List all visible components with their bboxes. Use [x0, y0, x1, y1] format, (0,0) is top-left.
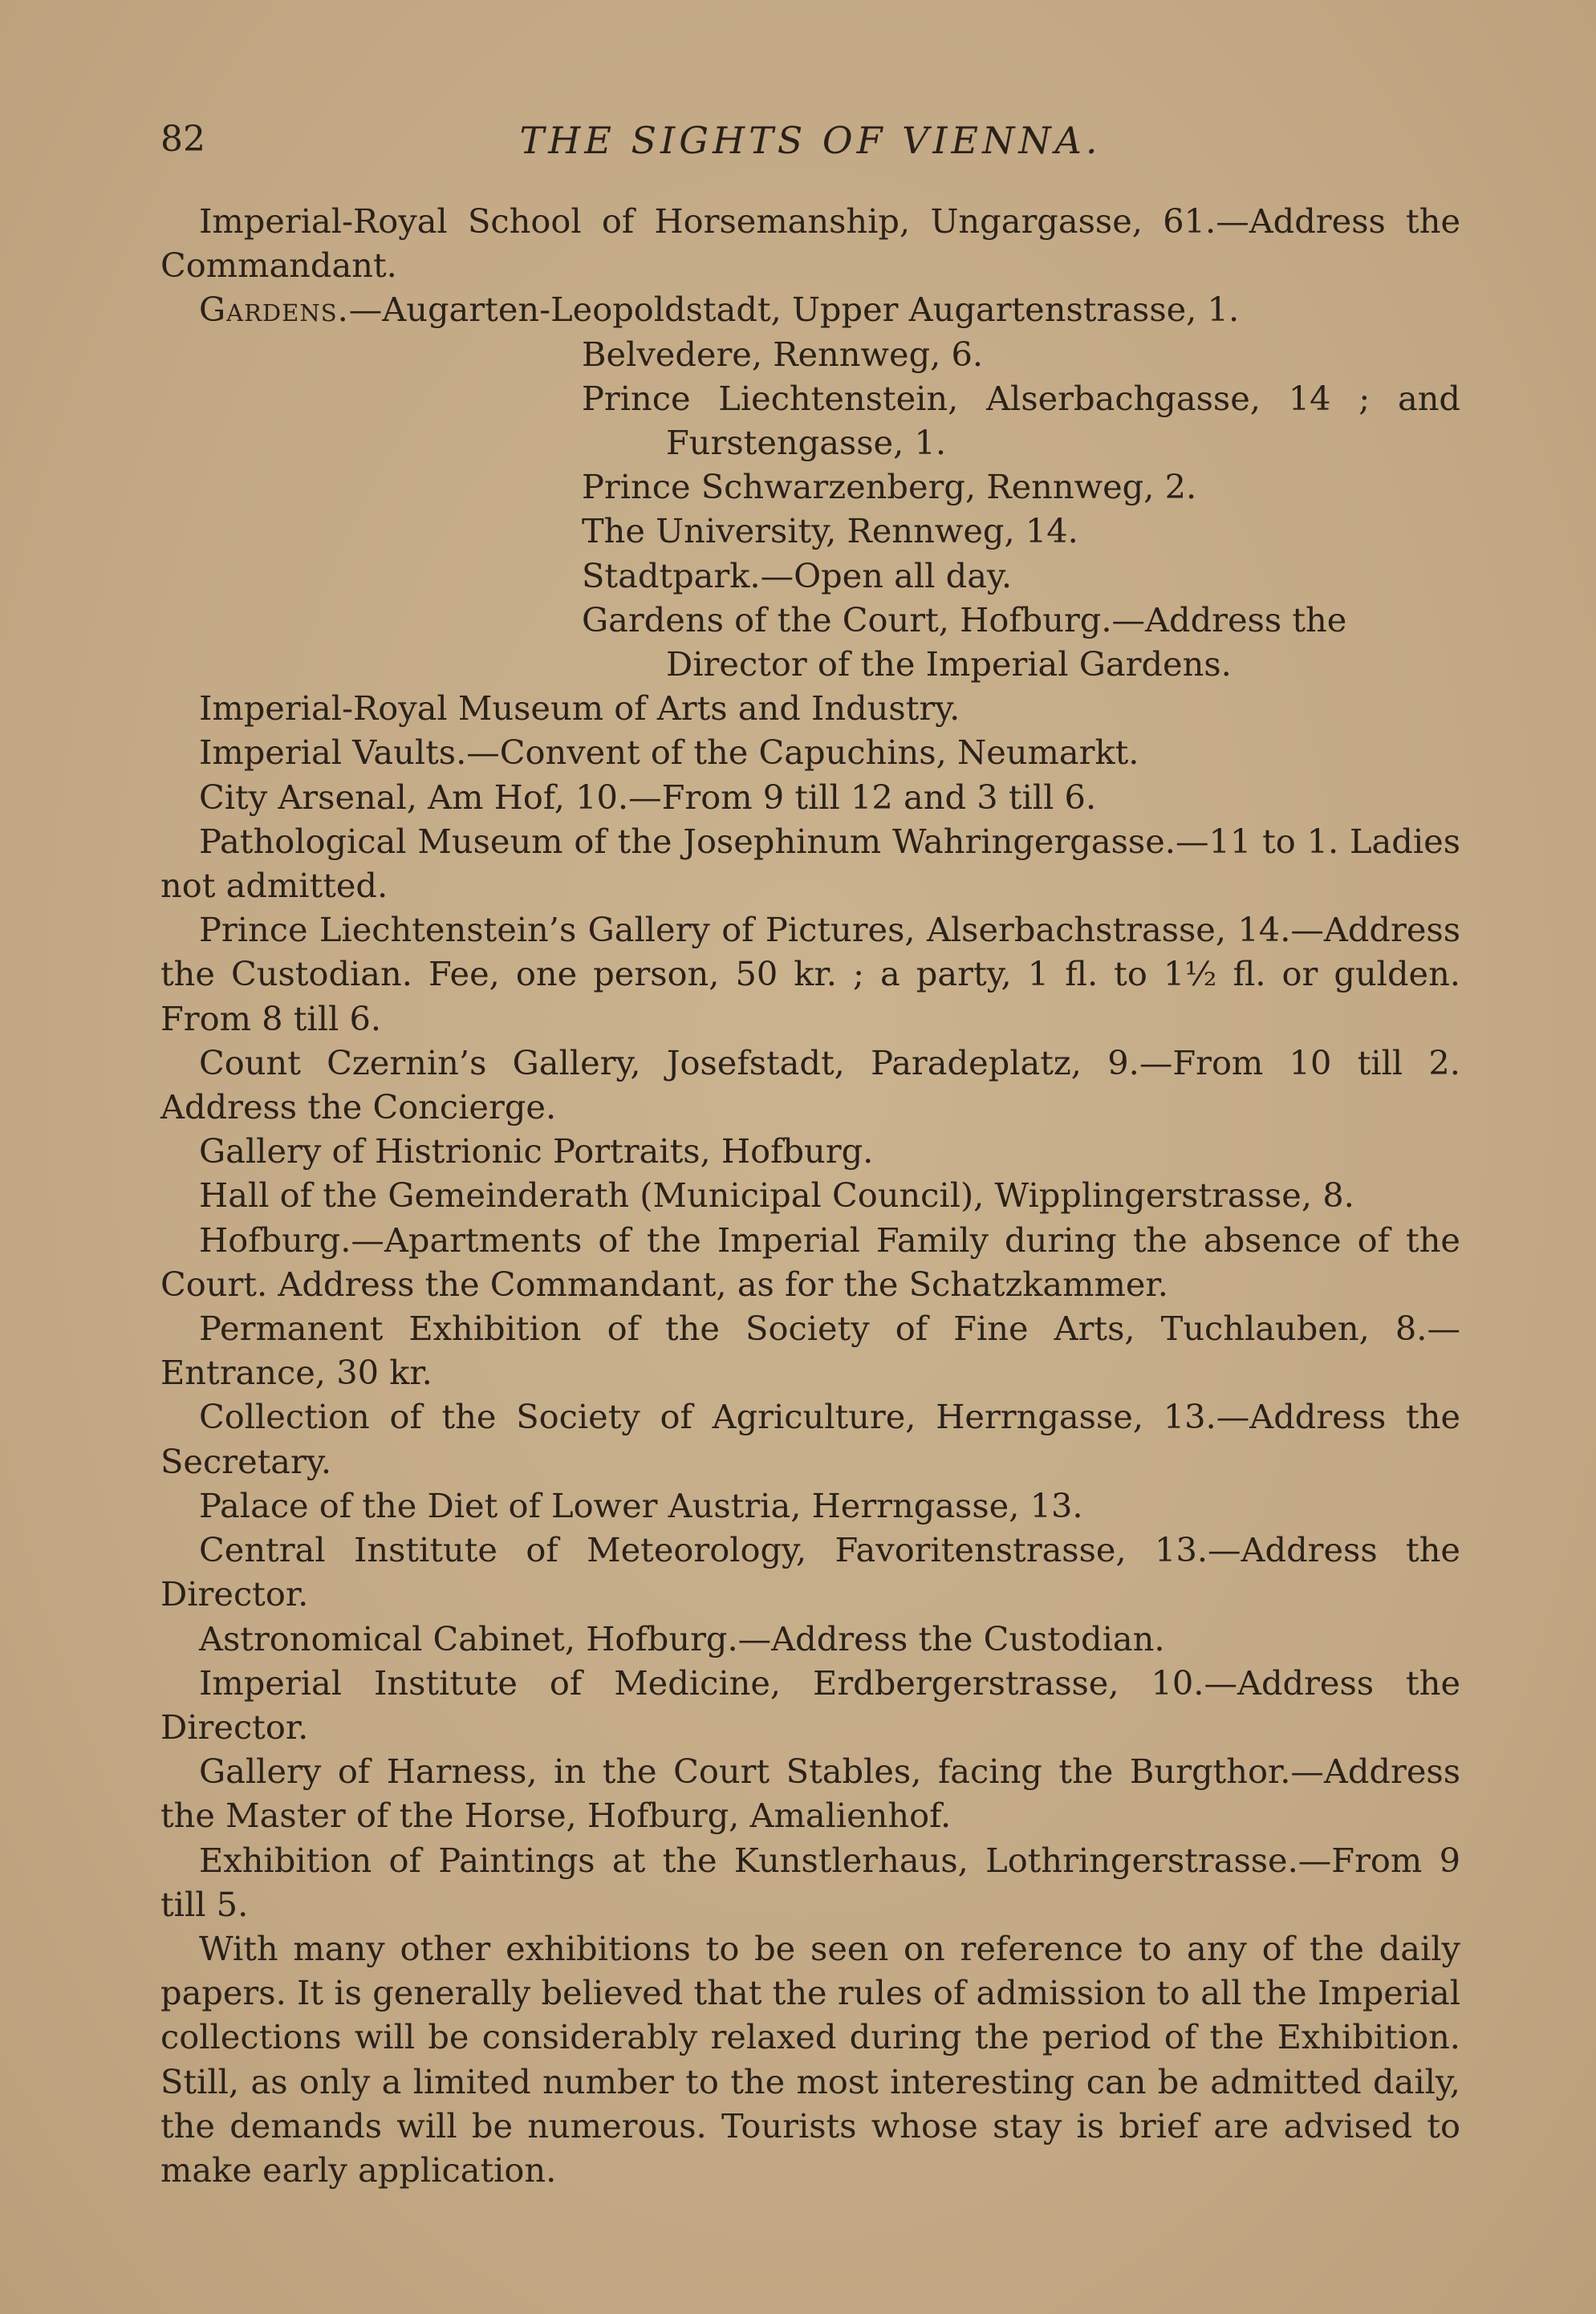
- paragraph: Imperial Vaults.—Convent of the Capuchins, Neumarkt.: [199, 733, 1139, 773]
- garden-entry: The University, Rennweg, 14.: [582, 511, 1078, 551]
- gardens-heading: [160, 287, 1460, 331]
- paragraph: Prince Liechtenstein’s Gallery of Pictures, Alserbachstrasse, 14.—Address the Custodian. Fee, one person, 50 kr. ; a party, 1 fl. to 1½ fl. or gulden. From 8 till 6.: [160, 910, 1460, 1038]
- garden-entry: Prince Liechtenstein, Alserbachgasse, 14 ; and Furstengasse, 1.: [582, 378, 1460, 463]
- paragraph: Gallery of Histrionic Portraits, Hofburg.: [199, 1131, 874, 1171]
- paragraph: Collection of the Society of Agriculture, Herrngasse, 13.—Address the Secretary.: [160, 1397, 1460, 1481]
- page-header: [160, 119, 1460, 175]
- garden-entry: Gardens of the Court, Hofburg.—Address the Director of the Imperial Gardens.: [582, 599, 1347, 684]
- paragraph: Hall of the Gemeinderath (Municipal Council), Wipplingerstrasse, 8.: [199, 1175, 1354, 1216]
- paragraph-horsemanship: Imperial-Royal School of Horsemanship, Ungargasse, 61.—Address the Commandant.: [160, 201, 1460, 286]
- garden-entry: Belvedere, Rennweg, 6.: [582, 334, 984, 374]
- gardens-label: Gardens.: [199, 290, 349, 330]
- paragraph: Count Czernin’s Gallery, Josefstadt, Paradeplatz, 9.—From 10 till 2. Address the Concierge.: [160, 1042, 1460, 1127]
- paragraph: Imperial Institute of Medicine, Erdbergerstrasse, 10.—Address the Director.: [160, 1662, 1460, 1747]
- paragraph-closing-note: With many other exhibitions to be seen on reference to any of the daily papers. It is generally believed that the rules of admission to all the Imperial collections will be considerably relaxed during the period of the Exhibition. Still, as only a limited number to the most interesting can be admitted daily, the demands will be numerous. Tourists whose stay is brief are advised to make early application.: [160, 1928, 1460, 2190]
- paragraph: Central Institute of Meteorology, Favoritenstrasse, 13.—Address the Director.: [160, 1530, 1460, 1614]
- paragraph: Permanent Exhibition of the Society of Fine Arts, Tuchlauben, 8.—Entrance, 30 kr.: [160, 1309, 1460, 1393]
- paragraph: Hofburg.—Apartments of the Imperial Family during the absence of the Court. Address the Commandant, as for the Schatzkammer.: [160, 1220, 1460, 1304]
- paragraph: Palace of the Diet of Lower Austria, Herrngasse, 13.: [199, 1485, 1083, 1525]
- paragraph: Astronomical Cabinet, Hofburg.—Address the Custodian.: [199, 1618, 1165, 1658]
- page-body: [160, 199, 1460, 2192]
- running-title: THE SIGHTS OF VIENNA.: [519, 119, 1102, 162]
- garden-entry: Stadtpark.—Open all day.: [582, 555, 1013, 595]
- page-number: 82: [160, 119, 205, 160]
- paragraph: Exhibition of Paintings at the Kunstlerhaus, Lothringerstrasse.—From 9 till 5.: [160, 1840, 1460, 1924]
- garden-entry: Prince Schwarzenberg, Rennweg, 2.: [582, 467, 1197, 507]
- gardens-first-entry: —Augarten-Leopoldstadt, Upper Augartenstrasse, 1.: [348, 290, 1240, 330]
- paragraph: Imperial-Royal Museum of Arts and Industry.: [199, 688, 960, 729]
- paragraph: Pathological Museum of the Josephinum Wahringergasse.—11 to 1. Ladies not admitted.: [160, 821, 1460, 906]
- paragraph: City Arsenal, Am Hof, 10.—From 9 till 12 and 3 till 6.: [199, 777, 1097, 817]
- paragraph: Gallery of Harness, in the Court Stables, facing the Burgthor.—Address the Master of the Horse, Hofburg, Amalienhof.: [160, 1752, 1460, 1836]
